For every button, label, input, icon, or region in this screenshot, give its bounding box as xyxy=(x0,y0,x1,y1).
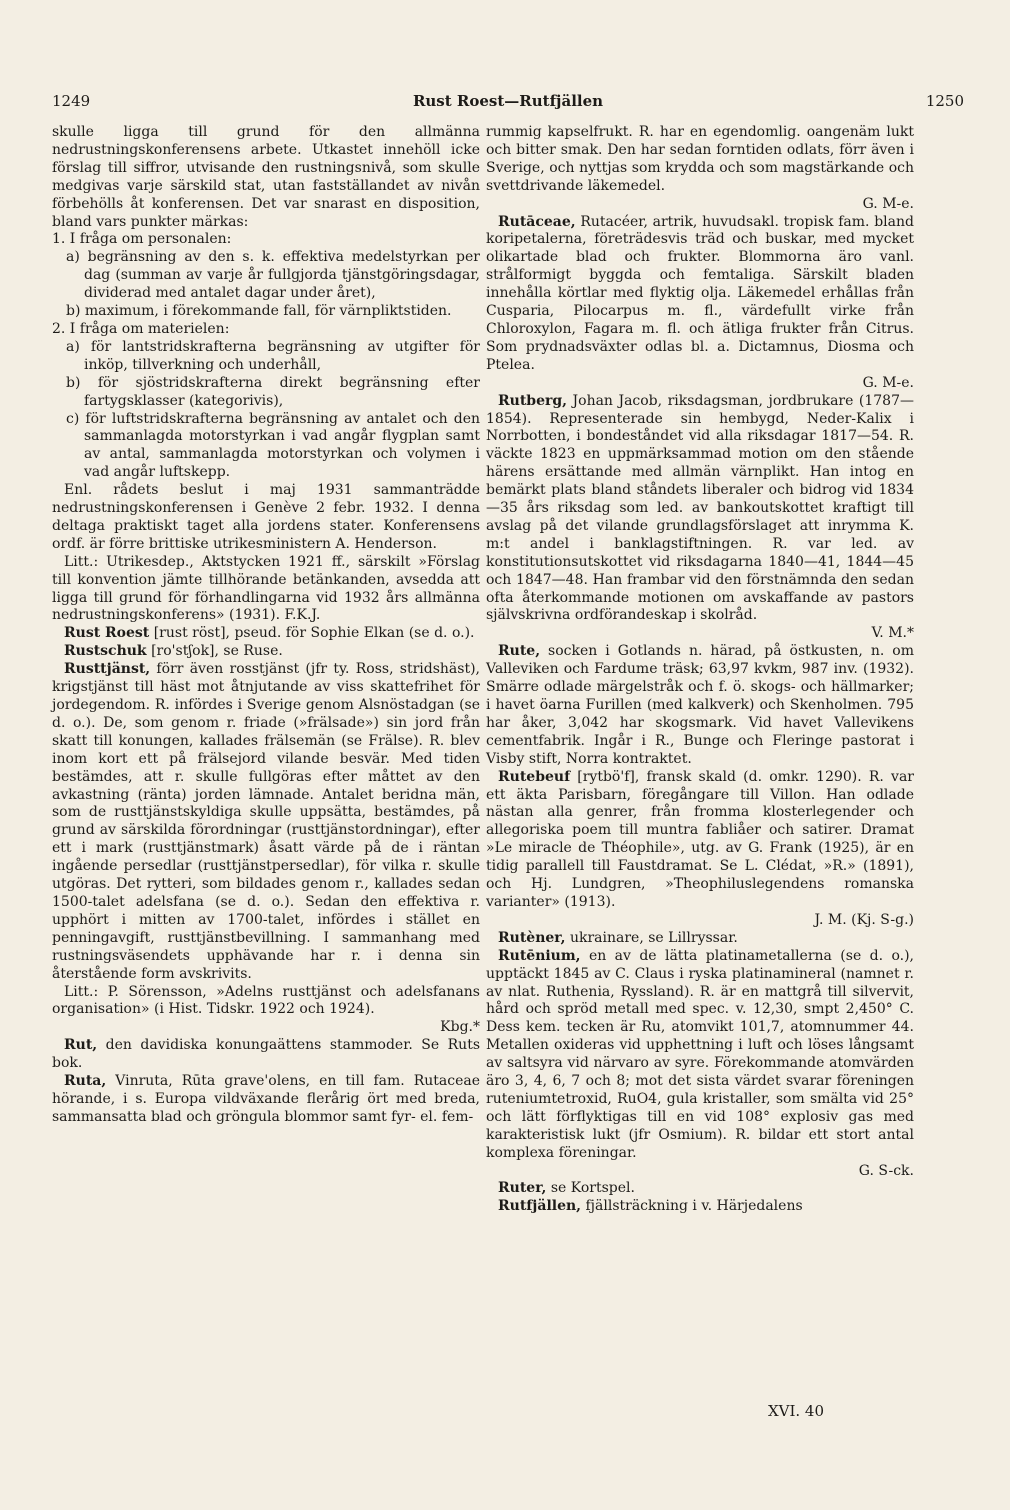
page-header xyxy=(52,92,964,114)
entry-text: [rust röst], pseud. för Sophie Elkan (se d. o.). xyxy=(149,625,475,642)
author-signature: F.K.J. xyxy=(284,607,321,624)
literature-note: Litt.: Utrikesdep., Aktstycken 1921 ff., särskilt »Förslag till konvention jämte tillhörande betänkanden, avsedda att ligga till grund för förhandlingarna vid 1932 års allmänna nedrustningskonferens» (1931). xyxy=(52,553,480,624)
entry xyxy=(486,393,914,644)
entry-text: ukrainare, se Lillryssar. xyxy=(565,929,738,946)
entry-text: socken i Gotlands n. härad, på östkusten, n. om Valleviken och Fardume träsk; 63,97 kvkm, 987 inv. (1932). Smärre odlade märgelstråk och f. ö. skogs- och hällmarker; i havet öarna Furillen (med kalkverk) och Skenholmen. 795 har åker, 3,042 har skogsmark. Vid havet Vallevikens cementfabrik. Ingår i R., Bunge och Fleringe pastorat i Visby stift, Norra kontraktet. xyxy=(486,643,914,767)
entry xyxy=(52,625,480,643)
page-number-left: 1249 xyxy=(52,92,91,110)
entry-headword: Rute, xyxy=(498,643,541,660)
entry xyxy=(486,214,914,393)
list-item: a) begränsning av den s. k. effektiva medelstyrkan per dag (summan av varje år fullgjorda tjänstgöringsdagar, dividerad med antalet dagar under året), xyxy=(66,249,480,302)
entry-headword: Rutebeuf xyxy=(498,768,571,785)
entry-headword: Rutāceae, xyxy=(498,213,576,230)
entry xyxy=(486,948,914,1181)
author-signature: J. M. (Kj. S-g.) xyxy=(814,911,914,928)
entry-text: en av de lätta platinametallerna (se d. o.), upptäckt 1845 av C. Claus i ryska platinamineral (namnet r. av nlat. Ruthenia, Ryssland). R. är en mattgrå till silvervit, hård och spröd metall med spec. v. 12,30, smpt 2,450° C. Dess kem. tecken är Ru, atomvikt 101,7, atomnummer 44. Metallen oxideras vid upphettning i luft och löses långsamt av saltsyra vid närvaro av syre. Förekommande atomvärden äro 3, 4, 6, 7 och 8; mot det sista värdet svarar föreningen ruteniumtetroxid, RuO4, gula kristaller, som smälta vid 25° och lätt förflyktigas till en vid 108° explosiv gas med karakteristisk lukt (jfr Osmium). R. bildar ett stort antal komplexa föreningar. xyxy=(486,947,914,1161)
entry-headword: Rutfjällen, xyxy=(498,1198,582,1215)
entry xyxy=(486,1180,914,1198)
list-item: b) maximum, i förekommande fall, för värnpliktstiden. xyxy=(66,303,452,320)
page-number-right: 1250 xyxy=(925,92,964,110)
entry xyxy=(52,1037,480,1073)
entry-text: Rutacéer, artrik, huvudsakl. tropisk fam. bland koripetalerna, företrädesvis träd och buskar, med mycket olikartade blad och frukter. Blommorna äro vanl. strålformigt byggda och femtaliga. Särskilt bladen innehålla körtlar med flyktig olja. Läkemedel erhållas från Cusparia, Pilocarpus m. fl., värdefullt virke från Chloroxylon, Fagara m. fl. och ätliga frukter från Citrus. Som prydnadsväxter odlas bl. a. Dictamnus, Diosma och Ptelea. xyxy=(486,213,914,373)
list-item: 2. I fråga om materielen: xyxy=(52,320,230,337)
running-title: Rust Roest—Rutfjällen xyxy=(412,92,604,110)
entry-text: fjällsträckning i v. Härjedalens xyxy=(581,1198,803,1215)
author-signature: G. M-e. xyxy=(862,374,914,391)
entry xyxy=(52,1073,480,1127)
entry-text: [rytbö'f], fransk skald (d. omkr. 1290). R. var ett äkta Parisbarn, föregångare till Villon. Han odlade nästan alla genrer, från fromma klosterlegender och allegoriska poem till muntra fabliåer och satirer. Dramat »Le miracle de Théophile», utg. av G. Frank (1925), är en tidig parallell till Faustdramat. Se L. Clédat, »R.» (1891), och Hj. Lundgren, »Theophiluslegendens romanska varianter» (1913). xyxy=(486,768,914,910)
entry xyxy=(486,930,914,948)
paragraph xyxy=(52,554,480,626)
entry-text: förr även rosstjänst (jfr ty. Ross, stridshäst), krigstjänst till häst mot åtnjutande av viss skattefrihet för jordegendom. R. infördes i Sverige genom Alsnöstadgan (se d. o.). De, som genom r. friade (»frälsade») sin jord från skatt till konungen, kallades frälsemän (se Frälse). R. blev inom kort ett på frälsejord vilande besvär. Med tiden bestämdes, att r. skulle fullgöras efter måttet av den avkastning (ränta) jorden lämnade. Antalet beridna män, som de rusttjänstskyldiga skulle uppsätta, bestämdes, på grund av särskilda förordningar (rusttjänstordningar), efter ett i mark (rusttjänstmark) åsatt värde på de i räntan ingående persedlar (rusttjänstpersedlar), för vilka r. skulle utgöras. Det rytteri, som bildades genom r., kallades sedan 1500-talet adelsfana (se d. o.). Sedan den effektiva r. upphört i mitten av 1700-talet, infördes i stället en penningavgift, rusttjänstbevillning. I sammanhang med rustningsväsendets upphävande har r. i denna sin återstående form avskrivits. xyxy=(52,661,480,982)
author-signature: G. M-e. xyxy=(862,195,914,212)
entry-headword: Rut, xyxy=(64,1037,98,1054)
paragraph: skulle ligga till grund för den allmänna nedrustningskonferensens arbete. Utkastet innehöll icke förslag till siffror, utvisande den rustningsnivå, som skulle medgivas varje särskild stat, utan fastställandet av nivån förbehölls åt konferensen. Det var snarast en disposition, bland vars punkter märkas: xyxy=(52,124,480,230)
entry-text: den davidiska konungaättens stammoder. Se Ruts bok. xyxy=(52,1037,480,1072)
entry-headword: Rutēnium, xyxy=(498,947,581,964)
author-signature: G. S-ck. xyxy=(858,1162,914,1179)
author-signature: Kbg.* xyxy=(440,1019,480,1036)
paragraph: rummig kapselfrukt. R. har en egendomlig. oangenäm lukt och bitter smak. Den har sedan forntiden odlats, förr även i Sverige, och nyttjas som krydda och som magstärkande och svettdrivande läkemedel. G. M-e. xyxy=(486,124,914,212)
entry-text: [ro'stʃok], se Ruse. xyxy=(146,643,283,660)
entry-headword: Rustschuk xyxy=(64,643,147,660)
entry xyxy=(486,769,914,930)
entry-headword: Rutèner, xyxy=(498,929,566,946)
entry-headword: Ruta, xyxy=(64,1073,107,1090)
entry-text: Johan Jacob, riksdagsman, jordbrukare (1787—1854). Representerade sin hembygd, Neder-Kalix i Norrbotten, i bondeståndet vid alla riksdagar 1817—54. R. väckte 1823 en uppmärksammad motion om den stående härens ersättande med allmän värnplikt. Han intog en bemärkt plats bland ståndets liberaler och bidrog vid 1834—35 års riksdag som led. av bankoutskottet kraftigt till avslag på det vilande grundlagsförslaget att inrymma K. m:t andel i banklagstiftningen. R. var led. av konstitutionsutskottet vid riksdagarna 1840—41, 1844—45 och 1847—48. Han frambar vid den förstnämnda den sedan ofta återkommande motionen om avskaffande av pastors självskrivna ordförandeskap i skolråd. xyxy=(486,392,914,624)
entry xyxy=(52,661,480,983)
list-item: c) för luftstridskrafterna begränsning av antalet och den sammanlagda motorstyrkan i vad angår flygplan samt av antal, sammanlagda motorstyrkan och volymen i vad angår luftskepp. xyxy=(66,410,480,481)
list-item: a) för lantstridskrafterna begränsning av utgifter för inköp, tillverkning och underhåll, xyxy=(66,338,480,373)
entry-headword: Rusttjänst, xyxy=(64,661,151,678)
entry-headword: Rutberg, xyxy=(498,392,568,409)
list-item: b) för sjöstridskrafterna direkt begränsning efter fartygsklasser (kategorivis), xyxy=(66,374,480,409)
entry xyxy=(486,1198,914,1216)
entry-text: se Kortspel. xyxy=(546,1180,635,1197)
paragraph: Enl. rådets beslut i maj 1931 sammanträdde nedrustningskonferensen i Genève 2 febr. 1932. I denna deltaga praktiskt taget alla jordens stater. Konferensens ordf. är förre brittiske utrikesministern A. Henderson. xyxy=(52,482,480,552)
entry-headword: Ruter, xyxy=(498,1180,547,1197)
signature-mark: XVI. 40 xyxy=(767,1402,824,1420)
list-item: 1. I fråga om personalen: xyxy=(52,231,232,248)
author-signature: V. M.* xyxy=(871,625,914,642)
entry-headword: Rust Roest xyxy=(64,625,150,642)
right-column xyxy=(486,124,914,1216)
literature-note: Litt.: P. Sörensson, »Adelns rusttjänst och adelsfanans organisation» (i Hist. Tidskr. 1922 och 1924). Kbg.* xyxy=(52,983,480,1036)
left-column xyxy=(52,124,480,1127)
entry xyxy=(52,643,480,661)
entry xyxy=(486,643,914,768)
entry-text: Vinruta, Rūta grave'olens, en till fam. Rutaceae hörande, i s. Europa vildväxande flerårig ört med breda, sammansatta blad och gröngula blommor samt fyr- el. fem- xyxy=(52,1073,480,1125)
